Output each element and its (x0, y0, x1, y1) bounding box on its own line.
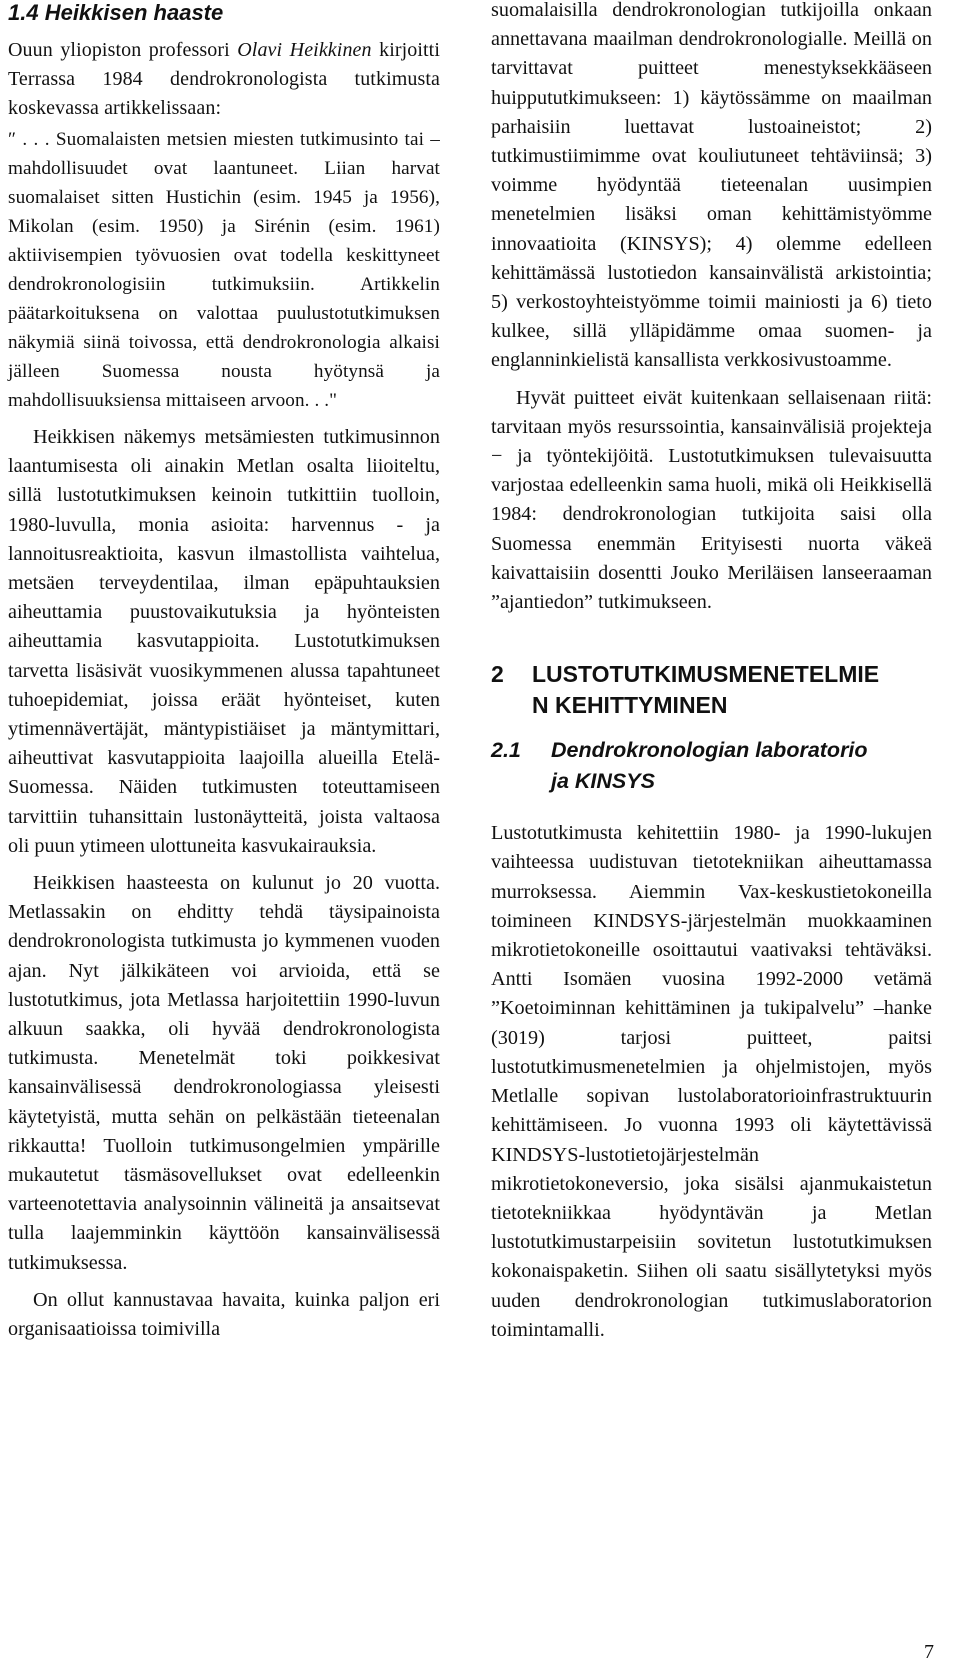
subsection-number-2-1: 2.1 (491, 738, 521, 763)
left-column (8, 0, 440, 1344)
section-heading-1-4: 1.4 Heikkisen haaste (8, 0, 224, 25)
body-paragraph-3: On ollut kannustavaa havaita, kuinka paljon eri organisaatioissa toimivilla (8, 1288, 440, 1341)
intro-paragraph (8, 36, 440, 123)
section-heading-2 (491, 659, 932, 721)
section-number-2: 2 (491, 661, 504, 688)
right-column (491, 0, 932, 1345)
quote-paragraph: ″ . . . Suomalaisten metsien miesten tutkimusinto tai –mahdollisuudet ovat laantuneet. Liian harvat suomalaiset sitten Hustichin (esim. 1945 ja 1956), Mikolan (esim. 1950) ja Sirénin (esim. 1961) aktiivisempien työvuosien ovat todella keskittyneet dendrokronologisiin tutkimuksiin. Artikkelin päätarkoituksena on valottaa puulustotutkimuksen näkymiä siinä toivossa, että dendrokronologia alkaisi jälleen Suomessa nousta hyötynsä ja mahdollisuuksiensa mittaiseen arvoon. . ." (8, 129, 440, 411)
intro-before: Ouun yliopiston professori (8, 39, 238, 61)
subsection-title-2-1: Dendrokronologian laboratorio ja KINSYS (551, 738, 868, 794)
intro-name: Olavi Heikkinen (237, 39, 372, 61)
section-title-2: LUSTOTUTKIMUSMENETELMIEN KEHITTYMINEN (532, 661, 880, 719)
body-paragraph-2: Heikkisen haasteesta on kulunut jo 20 vuotta. Metlassakin on ehditty tehdä täysipainoista dendrokronologista tutkimusta jo kymmenen vuoden ajan. Nyt jälkikäteen voi arvioida, että se lustotutkimus, jota Metlassa harjoitettiin 1990-luvun alkuun saakka, oli hyvää dendrokronologista tutkimusta. Menetelmät toki poikkesivat kansainvälisessä dendrokronologiassa yleisesti käytetyistä, mutta sehän on pelkästään tieteenalan rikkautta! Tuolloin tutkimusongelmien ympärille mukautetut täsmäsovellukset ovat edelleenkin varteenotettavia analysoinnin välineitä ja ansaitsevat tulla laajemminkin käyttöön kansainvälisessä tutkimuksessa. (8, 872, 440, 1274)
subsection-heading-2-1 (491, 735, 932, 797)
page-number: 7 (924, 1641, 934, 1663)
continuation-paragraph: suomalaisilla dendrokronologian tutkijoilla onkaan annettavana maailman dendrokronologialle. Meillä on tarvittavat puitteet menestyksekkääseen huippututkimukseen: 1) käytössämme on maailman parhaisiin luettavat lustoaineistot; 2) tutkimustiimimme ovat kouliutuneet tehtäviinsä; 3) voimme hyödyntää tieteenalan uusimpien menetelmien lisäksi oman kehittämistyömme innovaatioita (KINSYS); 4) olemme edelleen kehittämässä lustotiedon kansainvälistä arkistointia; 5) verkostoyhteistyömme toimii mainiosti ja 6) tieto kulkee, sillä ylläpidämme omaa suomen- ja englanninkielistä kansallista verkkosivustoamme. (491, 0, 932, 372)
body-paragraph-1: Heikkisen näkemys metsämiesten tutkimusinnon laantumisesta oli ainakin Metlan osalta liioiteltu, sillä lustotutkimuksen keinoin tutkittiin tuolloin, 1980-luvulla, monia asioita: harvennus - ja lannoitusreaktioita, kasvun ilmastollista vaihtelua, metsäen terveydentilaa, ilman epäpuhtauksien aiheuttamia puustovaikutuksia ja hyönteisten aiheuttamia kasvutappioita. Lustotutkimuksen tarvetta lisäsivät vuosikymmenen alussa tapahtuneet tuhoepidemiat, joissa eräät hyönteiset, kuten ytimennävertäjät, mäntypistiäiset ja mäntymittari, aiheuttivat kasvutappioita laajoilla alueilla Etelä-Suomessa. Näiden tutkimusten toteuttamiseen tarvittiin tuhansittain lustonäytteitä, joista valtaosa oli puun ytimeen ulottuneita kasvukairauksia. (8, 426, 440, 857)
intro-after: kirjoitti Terrassa 1984 dendrokronologista tutkimusta koskevassa artikkelissaan: (8, 39, 440, 119)
body-paragraph-5: Lustotutkimusta kehitettiin 1980- ja 1990-lukujen vaihteessa uudistuvan tietotekniikan aiheuttamassa murroksessa. Aiemmin Vax-keskustietokoneilla toimineen KINDSYS-järjestelmän muokkaaminen mikrotietokoneille osoittautui vaativaksi tehtäväksi. Antti Isomäen vuosina 1992-2000 vetämä ”Koetoiminnan kehittäminen ja tukipalvelu” –hanke (3019) tarjosi puitteet, paitsi lustotutkimusmenetelmien ja ohjelmistojen, myös Metlalle sopivan lustolaboratorioinfrastruktuurin kehittämiseen. Jo vuonna 1993 oli käytettävissä KINDSYS-lustotietojärjestelmän mikrotietokoneversio, joka sisälsi ajanmukaistetun tietotekniikkaa hyödyntävän ja Metlan lustotutkimustarpeisiin sovitetun lustotutkimuksen kokonaispaketin. Siihen oli saatu sisällytetyksi myös uuden dendrokronologian tutkimuslaboratorion toimintamalli. (491, 822, 932, 1341)
body-paragraph-4: Hyvät puitteet eivät kuitenkaan sellaisenaan riitä: tarvitaan myös resurssointia, kansainvälisiä projekteja − ja työntekijöitä. Lustotutkimuksen tulevaisuutta varjostaa edelleenkin sama huoli, mikä oli Heikkisellä 1984: dendrokronologian tutkijoita saisi olla Suomessa enemmän Erityisesti nuorta väkeä kaivattaisiin dosentti Jouko Meriläisen lanseeraaman ”ajantiedon” tutkimukseen. (491, 386, 932, 614)
